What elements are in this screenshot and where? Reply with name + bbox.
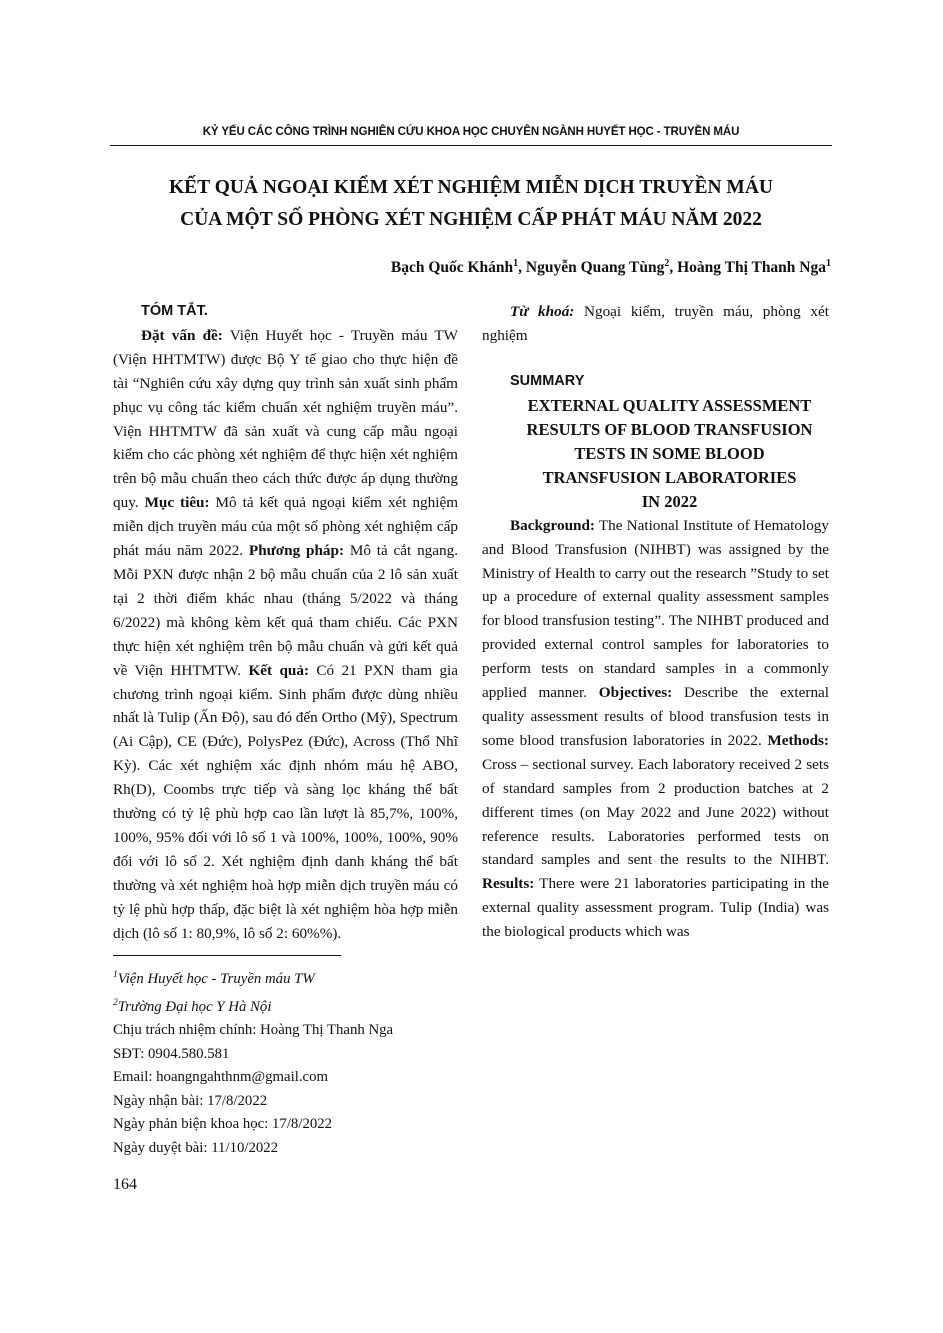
affiliation-number: 2: [113, 997, 118, 1008]
abstract-en-paragraph: [482, 514, 829, 944]
english-title-line: EXTERNAL QUALITY ASSESSMENT: [527, 395, 812, 415]
affiliation-text: Trường Đại học Y Hà Nội: [117, 998, 272, 1015]
abstract-vi-heading: TÓM TẮT.: [141, 303, 208, 319]
results-en-label: Results:: [482, 875, 535, 893]
background-en-label: Background:: [510, 516, 595, 534]
author-separator: ,: [669, 259, 678, 277]
keywords-label: Từ khoá:: [510, 303, 575, 320]
date-reviewed: Ngày phản biện khoa học: 17/8/2022: [113, 1116, 333, 1133]
phone: SĐT: 0904.580.581: [113, 1045, 230, 1062]
author-name: Nguyễn Quang Tùng: [525, 259, 665, 277]
author-list: [391, 258, 831, 277]
background-en-text: The National Institute of Hematology and Blood Transfusion (NIHBT) was assigned by the Ministry of Health to carry out the research ”Study to set up a procedure of external quality assessment samples for blood transfusion testing”. The NIHBT produced and provided external control samples for laboratories to perform tests on standard samples in a commonly applied manner.: [482, 516, 829, 702]
right-column: [482, 300, 829, 944]
author-affiliation: 1: [513, 258, 519, 269]
page-number: 164: [113, 1176, 137, 1193]
method-label: Phương pháp:: [248, 542, 345, 560]
spacer: [482, 348, 829, 370]
methods-en-text: Cross – sectional survey. Each laboratory received 2 sets of standard samples from 2 production batches at 2 different times (on May 2022 and June 2022) without reference results. Laboratories performed tests on standard samples and sent the results to the NIHBT.: [482, 755, 829, 869]
affiliation-text: Viện Huyết học - Truyền máu TW: [117, 970, 315, 987]
keywords-text: Ngoại kiểm, truyền máu, phòng xét nghiệm: [482, 303, 829, 344]
english-title: [482, 394, 829, 514]
article-title: [110, 172, 832, 236]
objective-label: Mục tiêu:: [144, 494, 210, 512]
author-name: Bạch Quốc Khánh: [390, 259, 514, 277]
english-title-line: TRANSFUSION LABORATORIES: [542, 467, 797, 487]
method-text: Mô tả cắt ngang. Mỗi PXN được nhận 2 bộ mẫu chuẩn của 2 lô sản xuất tại 2 thời điểm khác nhau (tháng 5/2022 và tháng 6/2022) mà không kèm kết quả tham chiếu. Các PXN thực hiện xét nghiệm trên bộ mẫu chuẩn và gửi kết quả về Viện HHTMTW.: [113, 542, 458, 679]
english-title-line: TESTS IN SOME BLOOD: [574, 443, 765, 463]
result-text: Có 21 PXN tham gia chương trình ngoại kiểm. Sinh phẩm được dùng nhiều nhất là Tulip (Ấn Độ), sau đó đến Ortho (Mỹ), Spectrum (Ai Cập), CE (Đức), PolysPez (Đức), Across (Thổ Nhĩ Kỳ). Các xét nghiệm xác định nhóm máu hệ ABO, Rh(D), Coombs trực tiếp và sàng lọc kháng thể bất thường có tỷ lệ phù hợp cao lần lượt là 85,7%, 100%, 100%, 95% đối với lô số 1 và 100%, 100%, 100%, 90% đối với lô số 2. Xét nghiệm định danh kháng thể bất thường và xét nghiệm hoà hợp miễn dịch truyền máu có tỷ lệ phù hợp thấp, đặc biệt là xét nghiệm hòa hợp miễn dịch (lô số 1: 80,9%, lô số 2: 60%%).: [113, 661, 459, 942]
abstract-vi-paragraph: [113, 324, 458, 946]
objectives-en-label: Objectives:: [598, 684, 673, 702]
objective-text: Mô tả kết quả ngoại kiểm xét nghiệm miễn dịch truyền máu của một số phòng xét nghiệm cấp phát máu năm 2022.: [113, 494, 459, 560]
results-en-text: There were 21 laboratories participating in the external quality assessment program. Tulip (India) was the biological products which was: [482, 875, 829, 941]
title-line-2: CỦA MỘT SỐ PHÒNG XÉT NGHIỆM CẤP PHÁT MÁU NĂM 2022: [180, 209, 762, 230]
date-approved: Ngày duyệt bài: 11/10/2022: [113, 1140, 279, 1156]
footnote-rule: [113, 955, 341, 956]
background-label: Đặt vấn đề:: [141, 326, 223, 344]
left-column: [113, 300, 458, 945]
affiliation-number: 1: [113, 970, 118, 980]
affiliation-2: [113, 992, 458, 1020]
responsible-author: Chịu trách nhiệm chính: Hoàng Thị Thanh Nga: [113, 1022, 394, 1039]
methods-en-label: Methods:: [767, 731, 829, 749]
background-text: Viện Huyết học - Truyền máu TW (Viện HHTMTW) được Bộ Y tế giao cho thực hiện đề tài “Nghiên cứu xây dựng quy trình sản xuất sinh phẩm phục vụ công tác kiểm chuẩn xét nghiệm truyền máu”. Viện HHTMTW đã sản xuất và cung cấp mẫu ngoại kiểm cho các phòng xét nghiệm để thực hiện xét nghiệm trên bộ mẫu chuẩn theo cách thức được áp dụng thường quy.: [113, 326, 458, 512]
result-label: Kết quả:: [248, 661, 309, 679]
english-title-line: IN 2022: [641, 491, 698, 511]
affiliation-1: [113, 964, 458, 992]
header-rule: [110, 145, 832, 146]
author-affiliation: 2: [664, 258, 670, 269]
author-separator: ,: [518, 259, 526, 277]
summary-heading: SUMMARY: [510, 372, 585, 389]
email: Email: hoangngahthnm@gmail.com: [113, 1069, 328, 1086]
running-header: KỶ YẾU CÁC CÔNG TRÌNH NGHIÊN CỨU KHOA HỌC CHUYÊN NGÀNH HUYẾT HỌC - TRUYỀN MÁU: [202, 126, 740, 138]
english-title-line: RESULTS OF BLOOD TRANSFUSION: [526, 419, 813, 439]
footnotes: [113, 964, 458, 1161]
author-affiliation: 1: [826, 258, 831, 269]
objectives-en-text: Describe the external quality assessment results of blood transfusion tests in some blood transfusion laboratories in 2022.: [482, 684, 830, 749]
title-line-1: KẾT QUẢ NGOẠI KIỂM XÉT NGHIỆM MIỄN DỊCH TRUYỀN MÁU: [168, 177, 773, 198]
keywords-paragraph: [482, 300, 829, 348]
author-name: Hoàng Thị Thanh Nga: [677, 259, 826, 277]
date-received: Ngày nhận bài: 17/8/2022: [113, 1092, 268, 1109]
